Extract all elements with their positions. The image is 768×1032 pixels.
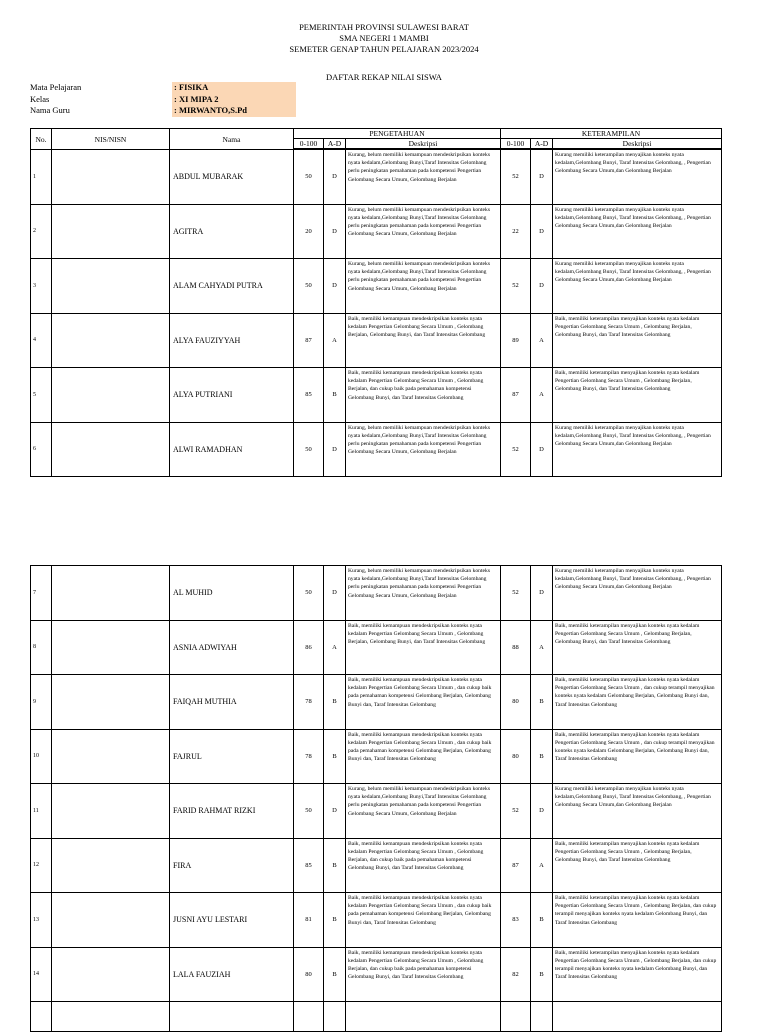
- student-name: FAJRUL: [170, 729, 294, 784]
- skills-description-cell: [553, 893, 722, 948]
- table-row: [31, 1002, 722, 1032]
- knowledge-score: 85: [294, 838, 324, 893]
- teacher-value: : MIRWANTO,S.Pd: [172, 105, 296, 117]
- row-number: 8: [31, 620, 52, 675]
- table-row: [31, 566, 722, 621]
- skills-grade: D: [531, 784, 553, 839]
- knowledge-description-cell: [346, 838, 501, 893]
- row-number: 14: [31, 947, 52, 1002]
- skills-score: 22: [501, 204, 531, 259]
- skills-desc-header: Deskripsi: [553, 139, 722, 149]
- knowledge-score: [294, 1002, 324, 1032]
- knowledge-description: Kurang, belum memiliki kemampuan mendeskripsikan konteks nyata kedalam,Gelombang Bunyi,Taraf Intensitas Gelombang perlu peningkatan pemahaman pada kompetensi Pengertian Gelombang Secara Umum, Gelombang Berjalan: [348, 786, 490, 817]
- header-semester: SEMETER GENAP TAHUN PELAJARAN 2023/2024: [289, 44, 479, 54]
- row-number: 10: [31, 729, 52, 784]
- nis-cell: [52, 784, 170, 839]
- knowledge-score: 50: [294, 422, 324, 477]
- skills-grade: D: [531, 259, 553, 314]
- knowledge-grade: B: [324, 368, 346, 423]
- table-row: [31, 259, 722, 314]
- grades-table-page1: [30, 128, 722, 477]
- skills-score: 80: [501, 729, 531, 784]
- skills-score: 52: [501, 566, 531, 621]
- student-name: ALAM CAHYADI PUTRA: [170, 259, 294, 314]
- table-row: [31, 947, 722, 1002]
- skills-description-cell: [553, 566, 722, 621]
- table-row: [31, 150, 722, 205]
- skills-description-cell: [553, 204, 722, 259]
- table-row: [31, 838, 722, 893]
- skills-score: 83: [501, 893, 531, 948]
- student-name: ALYA FAUZIYYAH: [170, 313, 294, 368]
- knowledge-description: Kurang, belum memiliki kemampuan mendeskripsikan konteks nyata kedalam,Gelombang Bunyi,Taraf Intensitas Gelombang perlu peningkatan pemahaman pada kompetensi Pengertian Gelombang Secara Umum, Gelombang Berjalan: [348, 152, 490, 183]
- knowledge-score: 81: [294, 893, 324, 948]
- student-name: JUSNI AYU LESTARI: [170, 893, 294, 948]
- nis-cell: [52, 675, 170, 730]
- skills-description-cell: [553, 259, 722, 314]
- skills-grade: A: [531, 313, 553, 368]
- row-number: 4: [31, 313, 52, 368]
- class-label: Kelas: [30, 93, 50, 104]
- skills-score: 87: [501, 368, 531, 423]
- knowledge-grade: D: [324, 784, 346, 839]
- skills-grade: A: [531, 368, 553, 423]
- nis-cell: [52, 893, 170, 948]
- row-number: 13: [31, 893, 52, 948]
- document-header: [0, 22, 768, 55]
- knowledge-score: 50: [294, 566, 324, 621]
- knowledge-description-cell: [346, 620, 501, 675]
- col-no-header: No.: [31, 129, 52, 150]
- knowledge-description: Baik, memiliki kemampuan mendeskripsikan konteks nyata kedalam Pengertian Gelombang Secara Umum , dan cukup baik pada pemahaman kompetensi Gelombang Berjalan, Gelombang Bunyi dan, Taraf Intensitas Gelombang: [348, 677, 492, 708]
- subject-value: : FISIKA: [172, 82, 296, 94]
- row-number: 5: [31, 368, 52, 423]
- skills-score: 52: [501, 784, 531, 839]
- skills-description-cell: [553, 1002, 722, 1032]
- knowledge-description-cell: [346, 422, 501, 477]
- table-row: [31, 893, 722, 948]
- row-number: 6: [31, 422, 52, 477]
- skills-grade: D: [531, 422, 553, 477]
- knowledge-grade: B: [324, 729, 346, 784]
- document-title: DAFTAR REKAP NILAI SISWA: [326, 72, 442, 82]
- skills-score: 52: [501, 150, 531, 205]
- skills-grade: B: [531, 729, 553, 784]
- skills-description: Baik, memiliki keterampilan menyajikan konteks nyata kedalam Pengertian Gelombang Secara Umum , Gelombang Berjalan, Gelombang Bunyi, dan Taraf Intensitas Gelombang: [555, 840, 700, 863]
- knowledge-grade: B: [324, 947, 346, 1002]
- knowledge-description: Kurang, belum memiliki kemampuan mendeskripsikan konteks nyata kedalam,Gelombang Bunyi,Taraf Intensitas Gelombang perlu peningkatan pemahaman pada kompetensi Pengertian Gelombang Secara Umum, Gelombang Berjalan: [348, 261, 490, 292]
- knowledge-score-header: 0-100: [294, 139, 324, 149]
- nis-cell: [52, 422, 170, 477]
- knowledge-description: Baik, memiliki kemampuan mendeskripsikan konteks nyata kedalam Pengertian Gelombang Secara Umum , Gelombang Berjalan, dan cukup baik pada pemahaman kompetensi Gelombang Bunyi, dan Taraf Intensitas Gelombang: [348, 949, 484, 981]
- skills-description-cell: [553, 675, 722, 730]
- skills-description-cell: [553, 947, 722, 1002]
- table-row: [31, 620, 722, 675]
- knowledge-description-cell: [346, 893, 501, 948]
- class-value: : XI MIPA 2: [172, 94, 296, 106]
- knowledge-grade: D: [324, 204, 346, 259]
- col-name-header: Nama: [170, 129, 294, 150]
- skills-grade: A: [531, 620, 553, 675]
- skills-score-header: 0-100: [501, 139, 531, 149]
- nis-cell: [52, 368, 170, 423]
- knowledge-score: 50: [294, 259, 324, 314]
- knowledge-description-cell: [346, 566, 501, 621]
- student-name: ABDUL MUBARAK: [170, 150, 294, 205]
- table-row: [31, 422, 722, 477]
- nis-cell: [52, 259, 170, 314]
- knowledge-score: 86: [294, 620, 324, 675]
- knowledge-grade: A: [324, 620, 346, 675]
- knowledge-description: Baik, memiliki kemampuan mendeskripsikan konteks nyata kedalam Pengertian Gelombang Secara Umum , Gelombang Berjalan, Gelombang Bunyi, dan Taraf Intensitas Gelombang: [348, 315, 486, 338]
- nis-cell: [52, 947, 170, 1002]
- nis-cell: [52, 838, 170, 893]
- grades-table-page2: [30, 565, 722, 1032]
- nis-cell: [52, 566, 170, 621]
- row-number: [31, 1002, 52, 1032]
- skills-score: 89: [501, 313, 531, 368]
- knowledge-score: 20: [294, 204, 324, 259]
- table-row: [31, 313, 722, 368]
- skills-grade: D: [531, 566, 553, 621]
- knowledge-score: 50: [294, 150, 324, 205]
- knowledge-description-cell: [346, 947, 501, 1002]
- knowledge-description-cell: [346, 784, 501, 839]
- row-number: 12: [31, 838, 52, 893]
- student-name: FAIQAH MUTHIA: [170, 675, 294, 730]
- knowledge-description-cell: [346, 259, 501, 314]
- knowledge-description-cell: [346, 729, 501, 784]
- skills-description: Baik, memiliki keterampilan menyajikan konteks nyata kedalam Pengertian Gelombang Secara Umum , Gelombang Berjalan, dan cukup terampil menyajikan konteks nyata kedalam Gelombang Bunyi, dan Taraf Intensitas Gelombang: [555, 949, 717, 981]
- table-row: [31, 729, 722, 784]
- skills-grade-header: A-D: [531, 139, 553, 149]
- nis-cell: [52, 620, 170, 675]
- row-number: 3: [31, 259, 52, 314]
- subject-label: Mata Pelajaran: [30, 82, 82, 92]
- skills-description: Baik, memiliki keterampilan menyajikan konteks nyata kedalam Pengertian Gelombang Secara Umum , Gelombang Berjalan, Gelombang Bunyi, dan Taraf Intensitas Gelombang: [555, 622, 700, 645]
- skills-grade: D: [531, 204, 553, 259]
- skills-description-cell: [553, 729, 722, 784]
- skills-score: 80: [501, 675, 531, 730]
- skills-description: Kurang memiliki keterampilan menyajikan konteks nyata kedalam,Gelombang Bunyi, Taraf Intensitas Gelombang, , Pengertian Gelombang Secara Umum,dan Gelombang Berjalan: [555, 424, 711, 447]
- knowledge-score: 78: [294, 729, 324, 784]
- student-name: [170, 1002, 294, 1032]
- skills-description: Kurang memiliki keterampilan menyajikan konteks nyata kedalam,Gelombang Bunyi, Taraf Intensitas Gelombang, , Pengertian Gelombang Secara Umum,dan Gelombang Berjalan: [555, 152, 711, 175]
- skills-score: 52: [501, 422, 531, 477]
- skills-description-cell: [553, 150, 722, 205]
- skills-score: 87: [501, 838, 531, 893]
- row-number: 9: [31, 675, 52, 730]
- skills-description: Kurang memiliki keterampilan menyajikan konteks nyata kedalam,Gelombang Bunyi, Taraf Intensitas Gelombang, , Pengertian Gelombang Secara Umum,dan Gelombang Berjalan: [555, 206, 711, 229]
- knowledge-score: 85: [294, 368, 324, 423]
- knowledge-description: Baik, memiliki kemampuan mendeskripsikan konteks nyata kedalam Pengertian Gelombang Secara Umum , dan cukup baik pada pemahaman kompetensi Gelombang Berjalan, Gelombang Bunyi dan, Taraf Intensitas Gelombang: [348, 731, 492, 763]
- student-name: ALYA PUTRIANI: [170, 368, 294, 423]
- skills-description-cell: [553, 368, 722, 423]
- knowledge-score: 78: [294, 675, 324, 730]
- skills-score: 88: [501, 620, 531, 675]
- knowledge-score: 50: [294, 784, 324, 839]
- knowledge-grade: D: [324, 566, 346, 621]
- knowledge-grade: [324, 1002, 346, 1032]
- knowledge-description: Kurang, belum memiliki kemampuan mendeskripsikan konteks nyata kedalam,Gelombang Bunyi,Taraf Intensitas Gelombang perlu peningkatan pemahaman pada kompetensi Pengertian Gelombang Secara Umum, Gelombang Berjalan: [348, 568, 490, 599]
- skills-description: Kurang memiliki keterampilan menyajikan konteks nyata kedalam,Gelombang Bunyi, Taraf Intensitas Gelombang, , Pengertian Gelombang Secara Umum,dan Gelombang Berjalan: [555, 261, 711, 284]
- student-name: ASNIA ADWIYAH: [170, 620, 294, 675]
- knowledge-grade: D: [324, 259, 346, 314]
- skills-description-cell: [553, 422, 722, 477]
- knowledge-description-cell: [346, 675, 501, 730]
- table-row: [31, 784, 722, 839]
- row-number: 7: [31, 566, 52, 621]
- skills-grade: [531, 1002, 553, 1032]
- skills-description: Baik, memiliki keterampilan menyajikan konteks nyata kedalam Pengertian Gelombang Secara Umum , Gelombang Berjalan, dan cukup terampil menyajikan konteks nyata kedalam Gelombang Bunyi, dan Taraf Intensitas Gelombang: [555, 895, 717, 926]
- skills-description: Baik, memiliki keterampilan menyajikan konteks nyata kedalam Pengertian Gelombang Secara Umum , dan cukup terampil menyajikan konteks nyata kedalam Gelombang Berjalan, Gelombang Bunyi dan, Taraf Intensitas Gelombang: [555, 677, 715, 708]
- row-number: 11: [31, 784, 52, 839]
- table-row: [31, 675, 722, 730]
- knowledge-description: Baik, memiliki kemampuan mendeskripsikan konteks nyata kedalam Pengertian Gelombang Secara Umum , Gelombang Berjalan, Gelombang Bunyi, dan Taraf Intensitas Gelombang: [348, 622, 486, 645]
- knowledge-score: 80: [294, 947, 324, 1002]
- skills-description: [555, 1003, 719, 1031]
- knowledge-grade: D: [324, 150, 346, 205]
- knowledge-desc-header: Deskripsi: [346, 139, 501, 149]
- student-name: FARID RAHMAT RIZKI: [170, 784, 294, 839]
- skills-score: 82: [501, 947, 531, 1002]
- student-name: AL MUHID: [170, 566, 294, 621]
- skills-description-cell: [553, 620, 722, 675]
- skills-grade: B: [531, 947, 553, 1002]
- skills-grade: A: [531, 838, 553, 893]
- knowledge-description-cell: [346, 313, 501, 368]
- skills-score: [501, 1002, 531, 1032]
- student-name: LALA FAUZIAH: [170, 947, 294, 1002]
- student-name: FIRA: [170, 838, 294, 893]
- skills-description: Kurang memiliki keterampilan menyajikan konteks nyata kedalam,Gelombang Bunyi, Taraf Intensitas Gelombang, , Pengertian Gelombang Secara Umum,dan Gelombang Berjalan: [555, 786, 711, 809]
- knowledge-description-cell: [346, 150, 501, 205]
- student-name: AGITRA: [170, 204, 294, 259]
- table-row: [31, 204, 722, 259]
- row-number: 2: [31, 204, 52, 259]
- header-school: SMA NEGERI 1 MAMBI: [339, 33, 429, 43]
- info-block: [30, 82, 296, 117]
- knowledge-grade: B: [324, 838, 346, 893]
- col-nis-header: NIS/NISN: [52, 129, 170, 150]
- skills-description-cell: [553, 313, 722, 368]
- knowledge-header: PENGETAHUAN: [294, 129, 501, 139]
- knowledge-description: Kurang, belum memiliki kemampuan mendeskripsikan konteks nyata kedalam,Gelombang Bunyi,Taraf Intensitas Gelombang perlu peningkatan pemahaman pada kompetensi Pengertian Gelombang Secara Umum, Gelombang Berjalan: [348, 206, 490, 238]
- nis-cell: [52, 313, 170, 368]
- skills-grade: D: [531, 150, 553, 205]
- table-row: [31, 368, 722, 423]
- nis-cell: [52, 204, 170, 259]
- skills-description-cell: [553, 838, 722, 893]
- knowledge-description: Baik, memiliki kemampuan mendeskripsikan konteks nyata kedalam Pengertian Gelombang Secara Umum , Gelombang Berjalan, dan cukup baik pada pemahaman kompetensi Gelombang Bunyi, dan Taraf Intensitas Gelombang: [348, 370, 484, 401]
- skills-description: Kurang memiliki keterampilan menyajikan konteks nyata kedalam,Gelombang Bunyi, Taraf Intensitas Gelombang, , Pengertian Gelombang Secara Umum,dan Gelombang Berjalan: [555, 568, 711, 591]
- header-government: PEMERINTAH PROVINSI SULAWESI BARAT: [299, 22, 469, 32]
- knowledge-description: Kurang, belum memiliki kemampuan mendeskripsikan konteks nyata kedalam,Gelombang Bunyi,Taraf Intensitas Gelombang perlu peningkatan pemahaman pada kompetensi Pengertian Gelombang Secara Umum, Gelombang Berjalan: [348, 424, 490, 456]
- knowledge-description-cell: [346, 204, 501, 259]
- knowledge-grade-header: A-D: [324, 139, 346, 149]
- knowledge-grade: D: [324, 422, 346, 477]
- teacher-label: Nama Guru: [30, 105, 70, 115]
- skills-header: KETERAMPILAN: [501, 129, 722, 139]
- knowledge-score: 87: [294, 313, 324, 368]
- skills-description: Baik, memiliki keterampilan menyajikan konteks nyata kedalam Pengertian Gelombang Secara Umum , Gelombang Berjalan, Gelombang Bunyi, dan Taraf Intensitas Gelombang: [555, 315, 700, 338]
- knowledge-description-cell: [346, 1002, 501, 1032]
- knowledge-grade: B: [324, 893, 346, 948]
- skills-grade: B: [531, 893, 553, 948]
- nis-cell: [52, 729, 170, 784]
- knowledge-description: Baik, memiliki kemampuan mendeskripsikan konteks nyata kedalam Pengertian Gelombang Secara Umum , dan cukup baik pada pemahaman kompetensi Gelombang Berjalan, Gelombang Bunyi dan, Taraf Intensitas Gelombang: [348, 895, 492, 926]
- student-name: ALWI RAMADHAN: [170, 422, 294, 477]
- knowledge-grade: B: [324, 675, 346, 730]
- knowledge-description-cell: [346, 368, 501, 423]
- skills-description-cell: [553, 784, 722, 839]
- skills-score: 52: [501, 259, 531, 314]
- knowledge-grade: A: [324, 313, 346, 368]
- knowledge-description: Baik, memiliki kemampuan mendeskripsikan konteks nyata kedalam Pengertian Gelombang Secara Umum , Gelombang Berjalan, dan cukup baik pada pemahaman kompetensi Gelombang Bunyi, dan Taraf Intensitas Gelombang: [348, 840, 484, 872]
- skills-grade: B: [531, 675, 553, 730]
- skills-description: Baik, memiliki keterampilan menyajikan konteks nyata kedalam Pengertian Gelombang Secara Umum , dan cukup terampil menyajikan konteks nyata kedalam Gelombang Berjalan, Gelombang Bunyi dan, Taraf Intensitas Gelombang: [555, 731, 715, 763]
- row-number: 1: [31, 150, 52, 205]
- skills-description: Baik, memiliki keterampilan menyajikan konteks nyata kedalam Pengertian Gelombang Secara Umum , Gelombang Berjalan, Gelombang Bunyi, dan Taraf Intensitas Gelombang: [555, 370, 700, 393]
- nis-cell: [52, 1002, 170, 1032]
- nis-cell: [52, 150, 170, 205]
- knowledge-description: [348, 1003, 498, 1031]
